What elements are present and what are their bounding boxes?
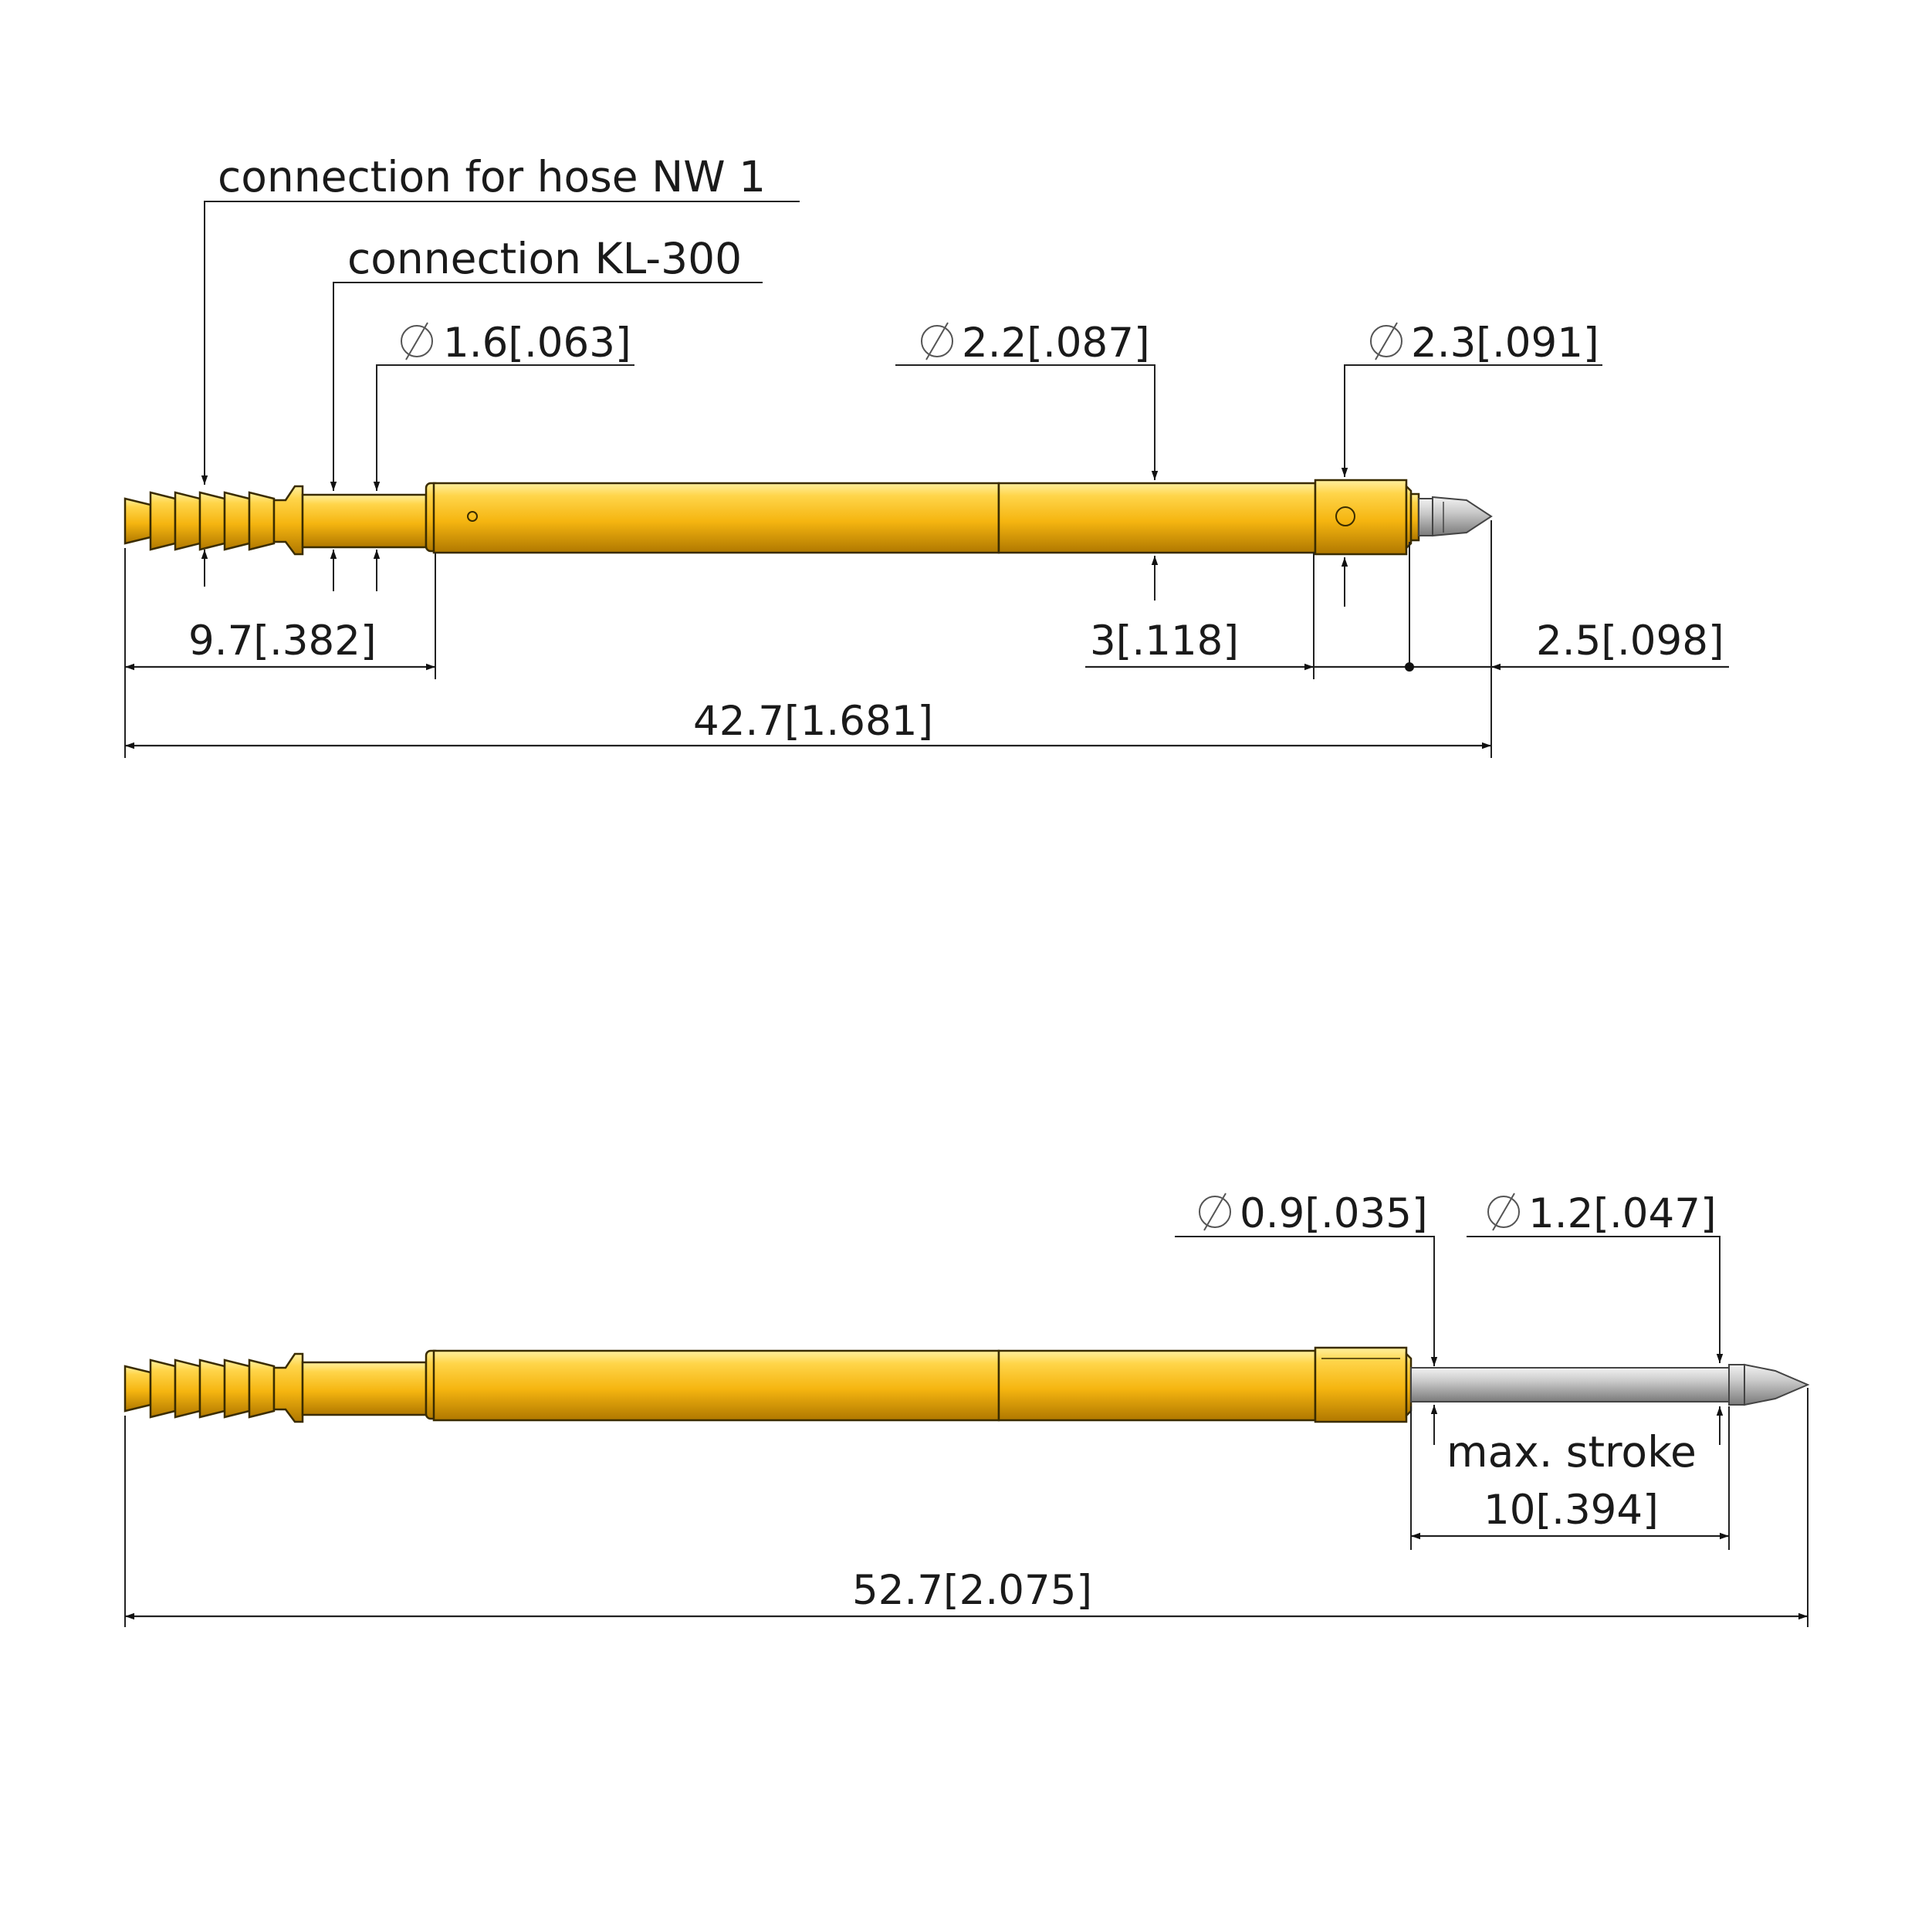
hose-connection-label: connection for hose NW 1: [218, 152, 766, 201]
probe-bottom-view: [125, 1348, 1808, 1422]
diameter-icon: [401, 323, 432, 360]
dim-2-5-value: 2.5[.098]: [1536, 617, 1724, 665]
kl300-connection-label: connection KL-300: [347, 234, 743, 283]
kl300-connection: [274, 1354, 426, 1422]
dim-9-7-value: 9.7[.382]: [188, 617, 377, 665]
dim-total-top-value: 42.7[1.681]: [693, 698, 934, 745]
top-dimensions: [125, 152, 1729, 758]
barrel: [426, 1351, 1315, 1420]
diameter-icon: [922, 323, 952, 360]
dia-tip-value: 1.2[.047]: [1528, 1190, 1717, 1237]
diameter-icon: [1199, 1193, 1230, 1230]
max-stroke-label: max. stroke: [1446, 1427, 1697, 1477]
barrel: [426, 483, 1315, 553]
head: [1315, 1348, 1411, 1422]
dim-3-value: 3[.118]: [1090, 617, 1240, 665]
dia-small-leader: [377, 365, 634, 491]
plunger-extended: [1411, 1365, 1808, 1405]
dia-body-leader: [895, 365, 1155, 480]
probe-top-view: [125, 480, 1491, 554]
diameter-icon: [1488, 1193, 1519, 1230]
max-stroke-value: 10[.394]: [1484, 1487, 1659, 1534]
hose-barb: [125, 1360, 274, 1417]
dia-head-value: 2.3[.091]: [1411, 320, 1599, 367]
kl300-connection: [274, 486, 426, 554]
dia-head-leader: [1345, 365, 1602, 477]
plunger-tip: [1419, 497, 1491, 536]
hose-barb: [125, 492, 274, 550]
dia-plunger-value: 0.9[.035]: [1240, 1190, 1428, 1237]
kl300-leader: [333, 283, 763, 491]
dia-small-value: 1.6[.063]: [443, 320, 631, 367]
diameter-icon: [1371, 323, 1402, 360]
dim-total-bottom-value: 52.7[2.075]: [852, 1567, 1093, 1614]
dia-tip-leader: [1467, 1237, 1720, 1363]
dia-body-value: 2.2[.087]: [962, 320, 1150, 367]
head: [1315, 480, 1419, 554]
